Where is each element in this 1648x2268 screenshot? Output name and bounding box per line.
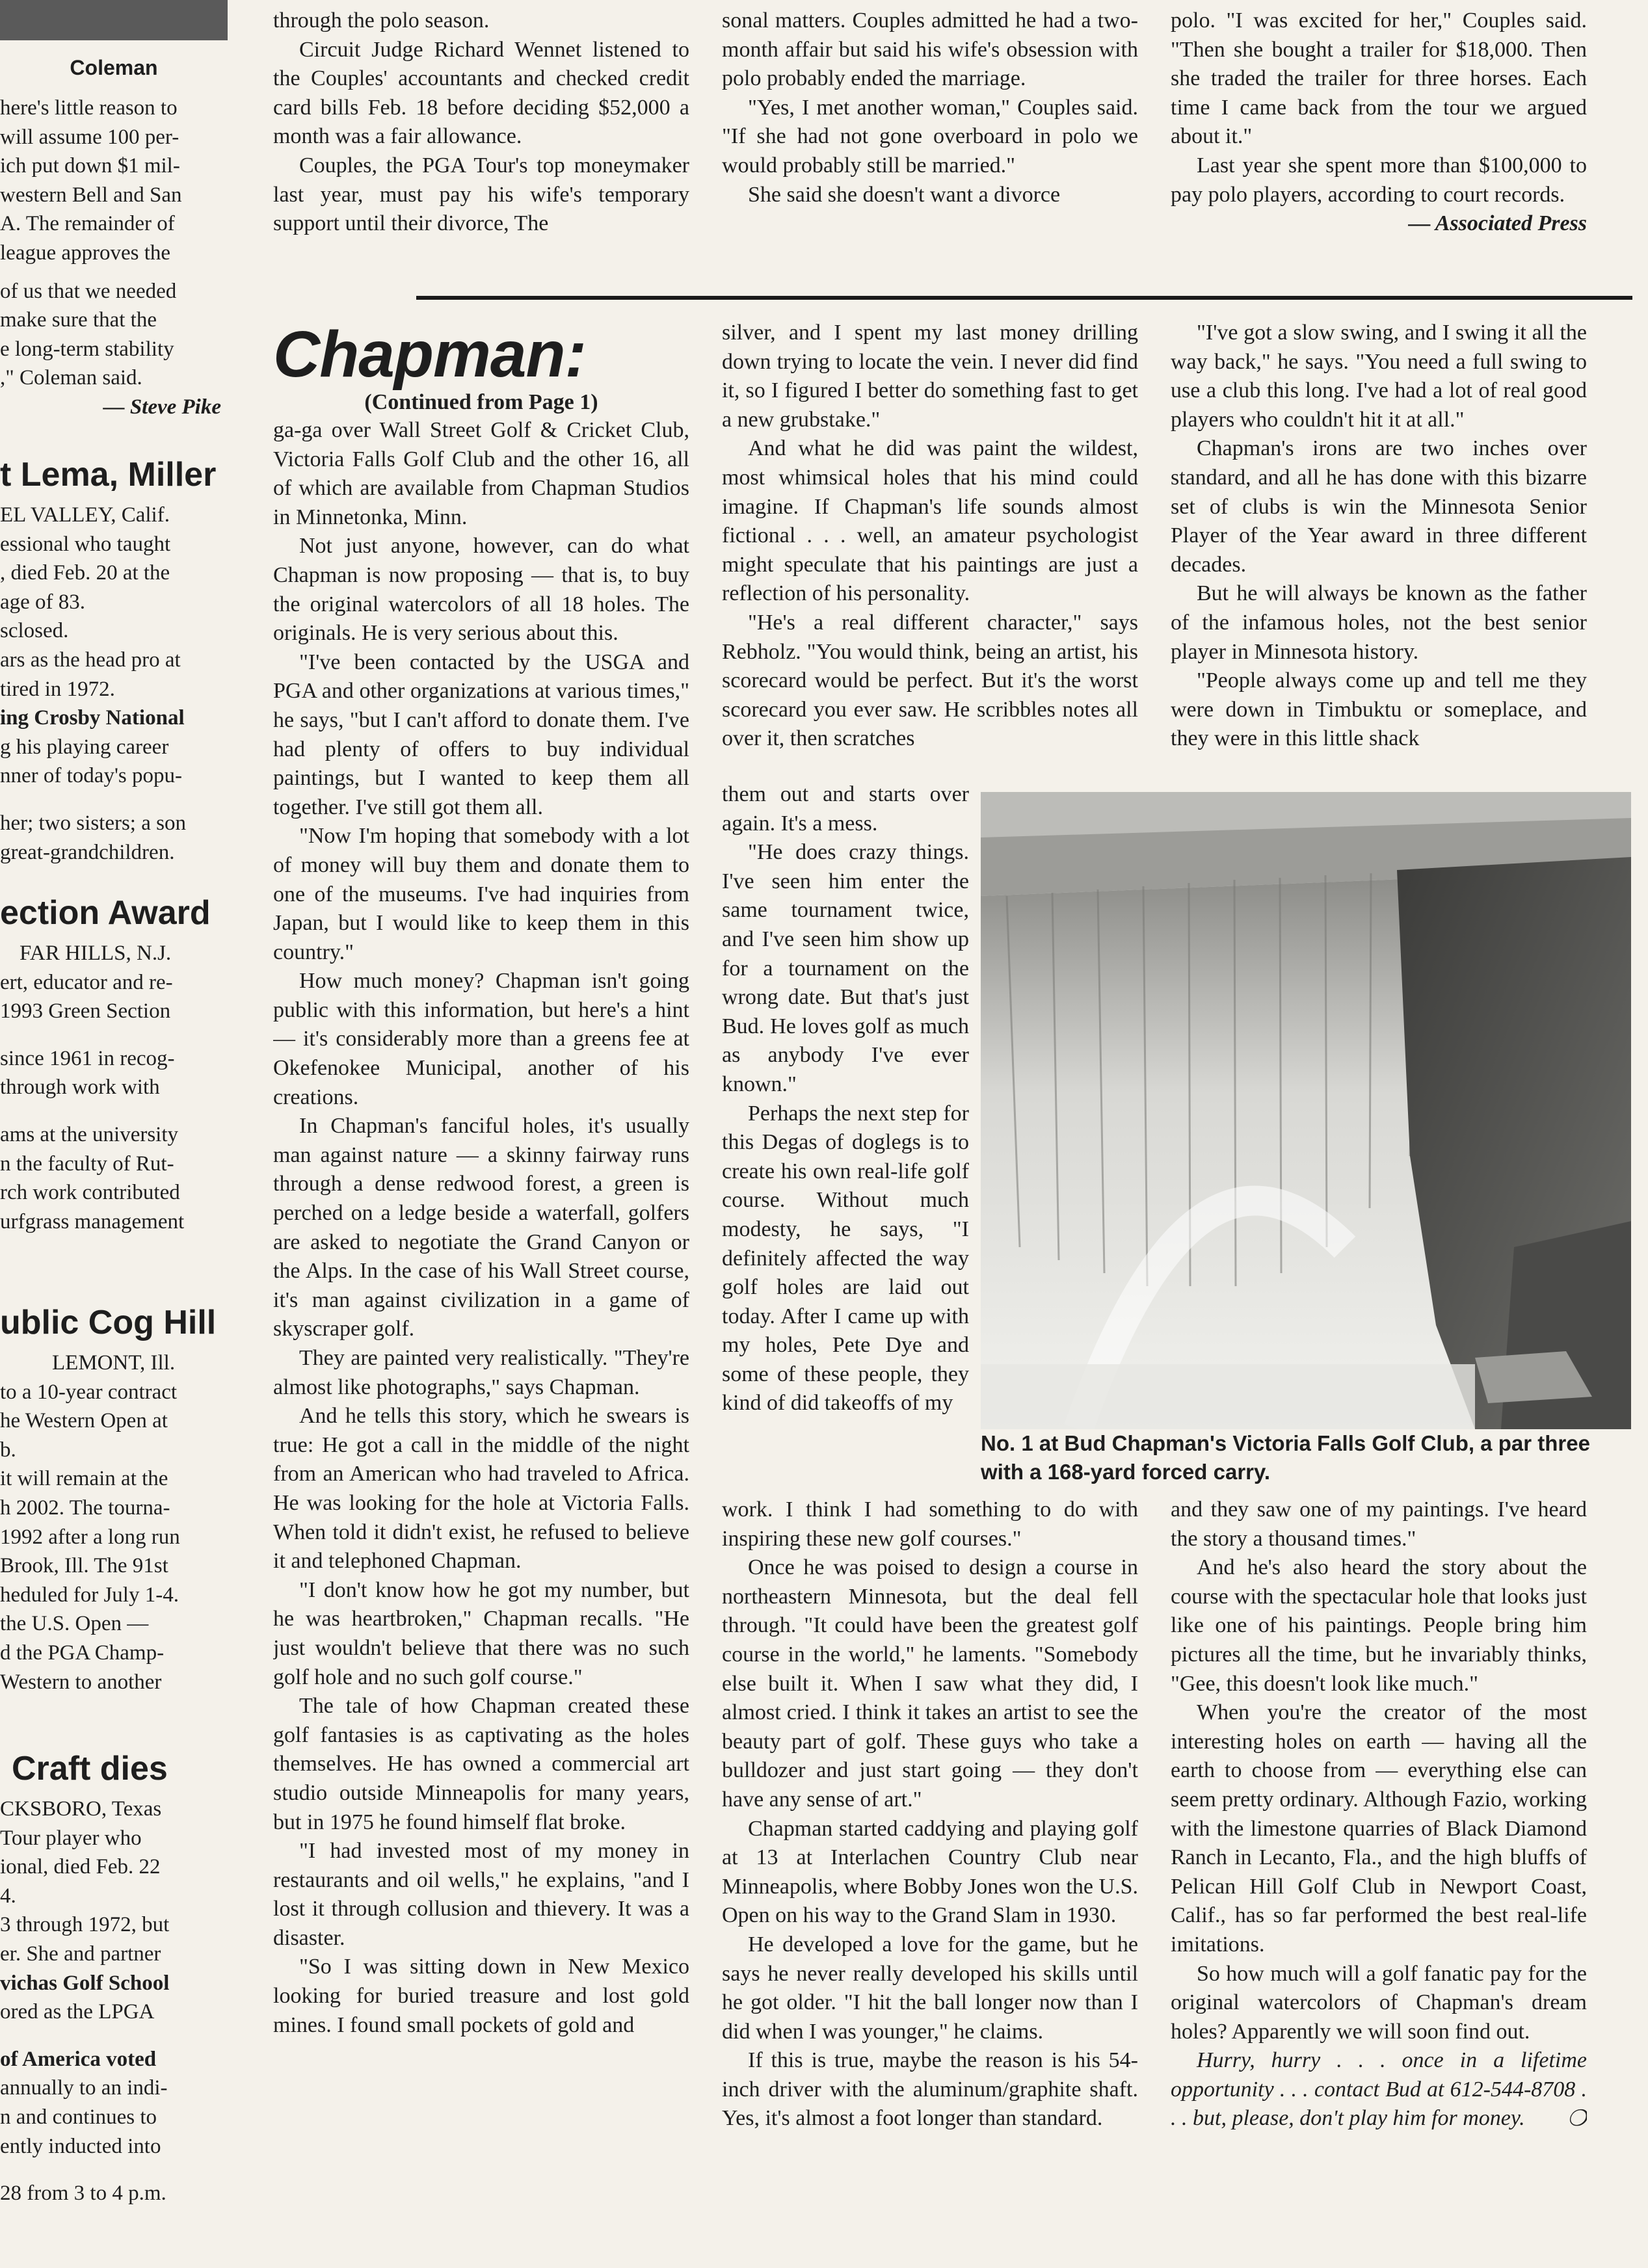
brief-line: vichas Golf School (0, 1971, 170, 1995)
brief-gap (0, 268, 228, 277)
paragraph: Not just anyone, however, can do what Chapman is now proposing — that is, to buy the original watercolors of all 18 holes. The originals. He is very serious about this. (273, 534, 689, 646)
paragraph: "He's a real different character," says Rebholz. "You would think, being an artist, his scorecard would be perfect. But it's the worst scorecard you ever saw. He scribbles notes all over it, then scratches (722, 610, 1138, 751)
paragraph: Perhaps the next step for this Degas of doglegs is to create his own real-life golf course. Without much modesty, he says, "I definitely affected the way golf holes are laid out today. After I came up with my holes, Pete Dye and some of these people, they kind of did takeoffs of my (722, 1101, 969, 1416)
top-story-col-2 (722, 7, 1138, 267)
paragraph: "I've been contacted by the USGA and PGA and other organizations at various times," he says, "but I can't afford to donate them. I've had plenty of offers to buy individual paintings, but I wanted to keep them all together. I've still got them all. (273, 650, 689, 819)
brief-line: 1993 Green Section (0, 999, 171, 1023)
brief-line: sclosed. (0, 619, 69, 643)
brief-line: , died Feb. 20 at the (0, 561, 170, 585)
paragraph: They are painted very realistically. "They're almost like photographs," says Chapman. (273, 1346, 689, 1399)
brief-block-5 (0, 1795, 228, 2208)
paragraph: "Yes, I met another woman," Couples said. "If she had not gone overboard in polo we would probably still be married." (722, 95, 1138, 178)
main-story-col-2-top (722, 319, 1138, 787)
brief-line: ert, educator and re- (0, 970, 173, 994)
paragraph: Circuit Judge Richard Wennet listened to the Couples' accountants and checked credit card bills Feb. 18 before deciding $52,000 a month was a fair allowance. (273, 37, 689, 149)
brief-line: LEMONT, Ill. (52, 1351, 176, 1375)
main-story-col-1 (273, 416, 689, 2268)
top-story-col-3 (1171, 7, 1587, 267)
paragraph: "I've got a slow swing, and I swing it all the way back," he says. "You need a full swing to use a club this long. I've had a lot of real good players who couldn't hit it at all." (1171, 321, 1587, 432)
closing-italic (1171, 2046, 1587, 2133)
brief-line: n the faculty of Rut- (0, 1152, 174, 1176)
brief-block-2 (0, 501, 228, 867)
brief-line: A. The remainder of (0, 212, 175, 236)
paragraph: But he will always be known as the father of the infamous holes, not the best senior player in Minnesota history. (1171, 581, 1587, 664)
main-story-col-2-bottom (722, 1496, 1138, 2268)
brief-line: Western to another (0, 1670, 162, 1694)
brief-line: rch work contributed (0, 1181, 180, 1205)
paragraph: And he's also heard the story about the course with the spectacular hole that looks just like one of his paintings. People bring him pictures all the time, but he invariably thinks, "Gee, this doesn't look like much." (1171, 1555, 1587, 1696)
brief-line: er. She and partner (0, 1942, 161, 1966)
brief-headline-cog-hill: ublic Cog Hill (0, 1304, 217, 1341)
brief-line: her; two sisters; a son (0, 811, 186, 835)
brief-line: great-grandchildren. (0, 840, 175, 864)
paragraph: She said she doesn't want a divorce (748, 182, 1061, 207)
paragraph: work. I think I had something to do with inspiring these new golf courses." (722, 1497, 1138, 1551)
brief-line: d the PGA Champ- (0, 1641, 165, 1665)
paragraph: silver, and I spent my last money drilling down trying to locate the vein. I never did find it, so I figured I better do something fast to get a new grubstake." (722, 321, 1138, 432)
brief-line: h 2002. The tourna- (0, 1496, 170, 1520)
brief-line: ars as the head pro at (0, 648, 181, 672)
brief-line: annually to an indi- (0, 2076, 168, 2100)
brief-line: essional who taught (0, 532, 171, 556)
brief-signature: — Steve Pike (103, 395, 221, 419)
main-story-col-2-narrow (722, 780, 969, 1509)
brief-block-1 (0, 94, 228, 422)
continued-from-label: (Continued from Page 1) (364, 390, 598, 414)
brief-line: nner of today's popu- (0, 764, 182, 788)
brief-block-4 (0, 1349, 228, 1696)
paragraph: "He does crazy things. I've seen him enter the same tournament twice, and I've seen him show up for a tournament on the wrong date. But that's just Bud. He loves golf as much as anybody I've ever known." (722, 840, 969, 1096)
paragraph: Chapman started caddying and playing golf at 13 at Interlachen Country Club near Minneapolis, where Bobby Jones won the U.S. Open on his way to the Grand Slam in 1930. (722, 1816, 1138, 1928)
brief-gap (0, 1026, 228, 1044)
brief-line: urfgrass management (0, 1209, 185, 1233)
brief-line: it will remain at the (0, 1467, 168, 1491)
brief-line: CKSBORO, Texas (0, 1797, 162, 1821)
paragraph: sonal matters. Couples admitted he had a two-month affair but said his wife's obsession with polo probably ended the marriage. (722, 8, 1138, 91)
photo-caption: No. 1 at Bud Chapman's Victoria Falls Golf Club, a par three with a 168-yard forced carry. (981, 1431, 1590, 1484)
brief-line: ently inducted into (0, 2134, 161, 2158)
paragraph: ga-ga over Wall Street Golf & Cricket Club, Victoria Falls Golf Club and the other 16, all of which are available from Chapman Studios in Minnetonka, Minn. (273, 418, 689, 529)
brief-line: 3 through 1972, but (0, 1913, 170, 1937)
paragraph: When you're the creator of the most interesting holes on earth — having all the earth to choose from — everything else can seem pretty ordinary. Although Fazio, working with the limestone quarries of Black Diamond Ranch in Lecanto, Fla., and the high bluffs of Pelican Hill Golf Club in Newport Coast, Calif., has so far performed the best real-life imitations. (1171, 1700, 1587, 1957)
left-briefs-column (0, 0, 228, 2268)
brief-line: ored as the LPGA (0, 2000, 155, 2024)
paragraph: "So I was sitting down in New Mexico looking for buried treasure and lost gold mines. I found small pockets of gold and (273, 1955, 689, 2037)
brief-line: he Western Open at (0, 1409, 168, 1433)
brief-line: ich put down $1 mil- (0, 154, 180, 178)
paragraph: And he tells this story, which he swears is true: He got a call in the middle of the night from an American who had traveled to Africa. He was looking for the hole at Victoria Falls. When told it didn't exist, he refused to believe it and telephoned Chapman. (273, 1404, 689, 1574)
brief-line: will assume 100 per- (0, 125, 179, 149)
paragraph: The tale of how Chapman created these golf fantasies is as captivating as the holes themselves. He has owned a commercial art studio outside Minneapolis for many years, but in 1975 he found himself flat broke. (273, 1694, 689, 1834)
paragraph: Couples, the PGA Tour's top moneymaker last year, must pay his wife's temporary support until their divorce, The (273, 153, 689, 236)
brief-headline-lema: t Lema, Miller (0, 456, 217, 494)
paragraph: "I had invested most of my money in restaurants and oil wells," he explains, "and I lost it through collusion and thievery. It was a disaster. (273, 1839, 689, 1950)
top-story-signature: — Associated Press (1408, 211, 1587, 236)
paragraph: And what he did was paint the wildest, most whimsical holes that his mind could imagine. If Chapman's life sounds almost fictional . . . well, an amateur psychologist might speculate that his paintings are just a reflection of his personality. (722, 436, 1138, 606)
brief-line: ional, died Feb. 22 (0, 1855, 161, 1879)
paragraph: "People always come up and tell me they were down in Timbuktu or someplace, and they were in this little shack (1171, 668, 1587, 751)
brief-gap (0, 791, 228, 809)
brief-gap (0, 1102, 228, 1120)
brief-line: ," Coleman said. (0, 366, 142, 390)
paragraph: through the polo season. (273, 8, 490, 33)
photo-caption-coleman: Coleman (70, 56, 158, 79)
paragraph: In Chapman's fanciful holes, it's usually man against nature — a skinny fairway runs through a dense redwood forest, a green is perched on a ledge beside a waterfall, golfers are asked to negotiate the Grand Canyon or the Alps. In the case of his Wall Street course, it's man against civilization in a game of skyscraper golf. (273, 1114, 689, 1341)
brief-line: through work with (0, 1075, 160, 1100)
brief-line: since 1961 in recog- (0, 1046, 175, 1070)
main-headline: Chapman: (273, 318, 586, 391)
victoria-falls-photo (981, 792, 1631, 1429)
brief-line: 28 from 3 to 4 p.m. (0, 2182, 166, 2206)
brief-line: ams at the university (0, 1122, 179, 1146)
top-story-col-1 (273, 7, 689, 267)
paragraph: If this is true, maybe the reason is his 54-inch driver with the aluminum/graphite shaft. Yes, it's almost a foot longer than standard. (722, 2048, 1138, 2131)
brief-line: of us that we needed (0, 279, 177, 303)
waterfall-illustration (981, 792, 1631, 1429)
paragraph: Once he was poised to design a course in northeastern Minnesota, but the deal fell through. "It could have been the greatest golf course in the world," he laments. "Somebody else built it. When I saw what they did, I almost cried. I think it takes an artist to see the beauty part of golf. These guys who take a bulldozer and just start going — they don't have any sense of art." (722, 1555, 1138, 1812)
brief-gap (0, 2161, 228, 2179)
brief-line: 1992 after a long run (0, 1525, 180, 1549)
brief-line: of America voted (0, 2047, 157, 2071)
closing-italic-text: Hurry, hurry . . . once in a lifetime opportunity . . . contact Bud at 612-544-8708 . . . but, please, don't play him for money. (1171, 2048, 1587, 2131)
brief-line: league approves the (0, 241, 171, 265)
brief-line: ing Crosby National (0, 706, 185, 730)
brief-line: EL VALLEY, Calif. (0, 503, 170, 527)
brief-gap (0, 2027, 228, 2045)
paragraph: "Now I'm hoping that somebody with a lot of money will buy them and donate them to one of the museums. I've had inquiries from Japan, but I would like to keep them in this country." (273, 824, 689, 964)
paragraph: them out and starts over again. It's a mess. (722, 782, 969, 836)
main-story-col-3-bottom (1171, 1496, 1587, 2268)
paragraph: Last year she spent more than $100,000 to pay polo players, according to court records. (1171, 153, 1587, 207)
brief-line: tired in 1972. (0, 677, 115, 701)
brief-line: western Bell and San (0, 183, 182, 207)
coleman-photo (0, 0, 228, 40)
brief-line: the U.S. Open — (0, 1612, 149, 1636)
brief-line: age of 83. (0, 590, 86, 614)
paragraph: How much money? Chapman isn't going public with this information, but here's a hint — it's considerably more than a greens fee at Okefenokee Municipal, another of his creations. (273, 969, 689, 1109)
brief-line: FAR HILLS, N.J. (20, 942, 172, 965)
brief-line: 4. (0, 1884, 16, 1908)
brief-line: here's little reason to (0, 96, 178, 120)
brief-headline-craft-dies: Craft dies (12, 1750, 168, 1787)
paragraph: and they saw one of my paintings. I've heard the story a thousand times." (1171, 1497, 1587, 1551)
brief-line: Tour player who (0, 1826, 142, 1850)
section-divider-rule (416, 296, 1632, 300)
brief-line: make sure that the (0, 308, 157, 332)
brief-headline-section-award: ection Award (0, 894, 211, 932)
brief-line: e long-term stability (0, 337, 174, 361)
end-mark-icon: ❍ (1567, 2106, 1587, 2131)
brief-line: n and continues to (0, 2105, 157, 2129)
brief-line: g his playing career (0, 735, 169, 759)
paragraph: Chapman's irons are two inches over standard, and all he has done with this bizarre set of clubs is win the Minnesota Senior Player of the Year award in three different decades. (1171, 436, 1587, 577)
paragraph: He developed a love for the game, but he says he never really developed his skills until he got older. "I hit the ball longer now than I did when I was younger," he claims. (722, 1932, 1138, 2044)
brief-line: to a 10-year contract (0, 1380, 178, 1404)
brief-line: b. (0, 1438, 16, 1462)
main-story-col-3-top (1171, 319, 1587, 787)
brief-block-3 (0, 939, 228, 1236)
paragraph: "I don't know how he got my number, but he was heartbroken," Chapman recalls. "He just wouldn't believe that there was no such golf hole and no such golf course." (273, 1577, 689, 1689)
paragraph: polo. "I was excited for her," Couples said. "Then she bought a trailer for $18,000. Then she traded the trailer for three horses. Each time I came back from the tour we argued about it." (1171, 8, 1587, 149)
brief-line: Brook, Ill. The 91st (0, 1554, 168, 1578)
brief-line: heduled for July 1-4. (0, 1583, 179, 1607)
paragraph: So how much will a golf fanatic pay for the original watercolors of Chapman's dream holes? Apparently we will soon find out. (1171, 1961, 1587, 2044)
